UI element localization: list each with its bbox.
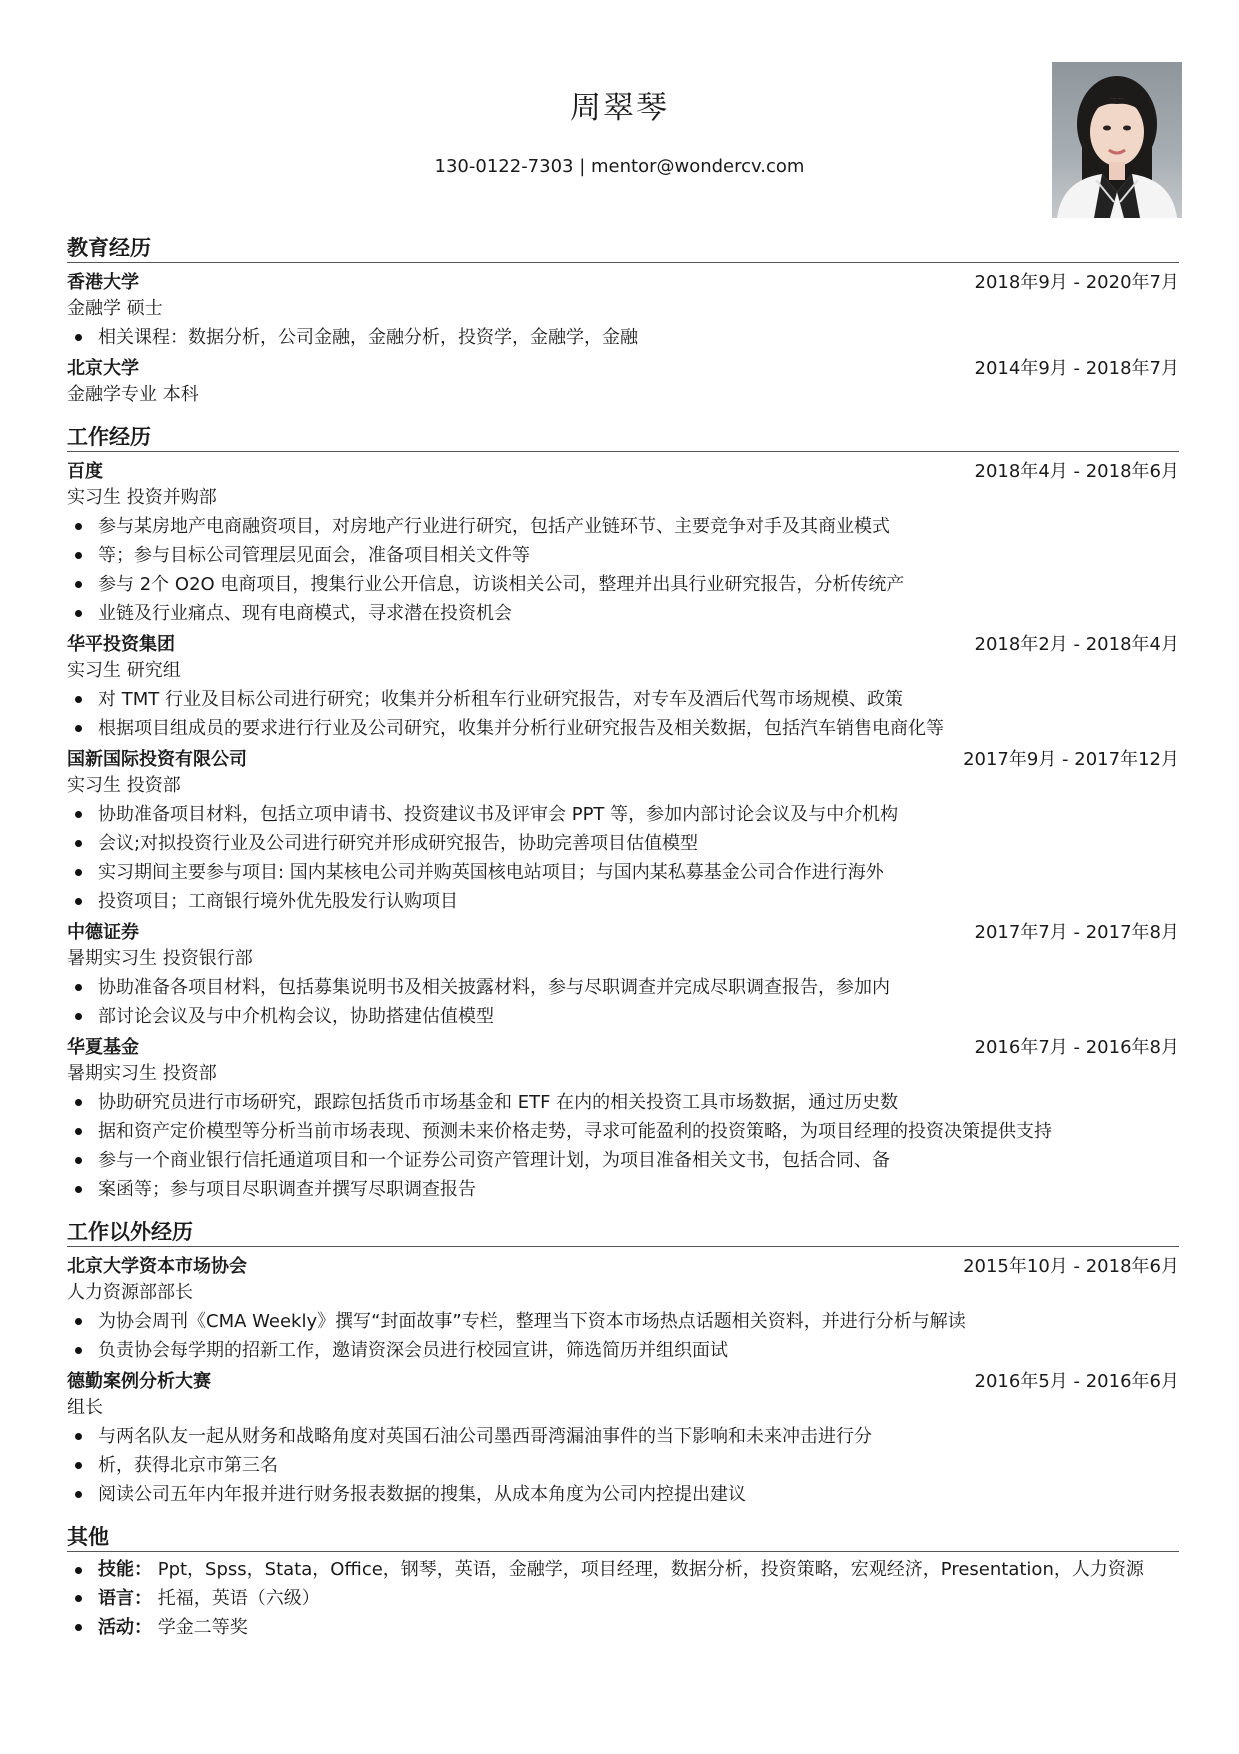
date-range: 2017年7月 - 2017年8月 (974, 921, 1179, 943)
organization-name: 百度 (67, 460, 103, 482)
organization-name: 北京大学资本市场协会 (67, 1255, 247, 1277)
entry-header (67, 1031, 1179, 1060)
other-item (67, 1555, 1179, 1584)
bullet-item: 参与 2个 O2O 电商项目，搜集行业公开信息，访谈相关公司，整理并出具行业研究报告，分析传统产 (67, 570, 1179, 599)
date-range: 2018年9月 - 2020年7月 (974, 271, 1179, 293)
resume-entry (67, 1031, 1179, 1204)
date-range: 2014年9月 - 2018年7月 (974, 357, 1179, 379)
bullet-item: 业链及行业痛点、现有电商模式，寻求潜在投资机会 (67, 599, 1179, 628)
item-label: 活动： (98, 1617, 152, 1638)
bullet-list (67, 800, 1179, 916)
role-title: 组长 (67, 1397, 103, 1418)
item-text: 学金二等奖 (152, 1617, 248, 1638)
bullet-list (67, 1088, 1179, 1204)
bullet-item: 根据项目组成员的要求进行行业及公司研究，收集并分析行业研究报告及相关数据，包括汽车销售电商化等 (67, 714, 1179, 743)
organization-name: 华夏基金 (67, 1036, 139, 1058)
entry-header (67, 628, 1179, 657)
entry-header (67, 1365, 1179, 1394)
item-text: 托福，英语（六级） (152, 1588, 320, 1609)
section-title: 工作经历 (67, 423, 1179, 452)
bullet-item: 析，获得北京市第三名 (67, 1451, 1179, 1480)
bullet-item: 为协会周刊《CMA Weekly》撰写“封面故事”专栏，整理当下资本市场热点话题相关资料，并进行分析与解读 (67, 1307, 1179, 1336)
bullet-item: 协助研究员进行市场研究，跟踪包括货币市场基金和 ETF 在内的相关投资工具市场数据，通过历史数 (67, 1088, 1179, 1117)
resume-body (67, 224, 1179, 1642)
bullet-item: 等；参与目标公司管理层见面会，准备项目相关文件等 (67, 541, 1179, 570)
bullet-list (67, 685, 1179, 743)
candidate-name: 周翠琴 (570, 90, 669, 126)
bullet-item: 参与某房地产电商融资项目，对房地产行业进行研究，包括产业链环节、主要竞争对手及其商业模式 (67, 512, 1179, 541)
entry-header (67, 1250, 1179, 1279)
entry-header (67, 352, 1179, 381)
section-title: 其他 (67, 1523, 1179, 1552)
bullet-item: 协助准备各项目材料，包括募集说明书及相关披露材料，参与尽职调查并完成尽职调查报告，参加内 (67, 973, 1179, 1002)
resume-section (67, 1523, 1179, 1642)
other-item (67, 1584, 1179, 1613)
entry-header (67, 916, 1179, 945)
resume-entry (67, 455, 1179, 628)
bullet-item: 案函等；参与项目尽职调查并撰写尽职调查报告 (67, 1175, 1179, 1204)
bullet-item: 对 TMT 行业及目标公司进行研究；收集并分析租车行业研究报告，对专车及酒后代驾市场规模、政策 (67, 685, 1179, 714)
role-title: 金融学专业 本科 (67, 384, 199, 405)
resume-entry (67, 743, 1179, 916)
date-range: 2016年5月 - 2016年6月 (974, 1370, 1179, 1392)
role-title: 暑期实习生 投资部 (67, 1063, 217, 1084)
item-label: 技能： (98, 1559, 152, 1580)
entry-header (67, 743, 1179, 772)
bullet-item: 相关课程：数据分析，公司金融，金融分析，投资学，金融学，金融 (67, 323, 1179, 352)
resume-entry (67, 916, 1179, 1031)
other-list (67, 1555, 1179, 1642)
date-range: 2017年9月 - 2017年12月 (963, 748, 1179, 770)
role-title: 实习生 投资并购部 (67, 487, 217, 508)
role-title: 暑期实习生 投资银行部 (67, 948, 253, 969)
role-title: 实习生 研究组 (67, 660, 181, 681)
resume-entry (67, 352, 1179, 409)
role-title: 实习生 投资部 (67, 775, 181, 796)
date-range: 2015年10月 - 2018年6月 (963, 1255, 1179, 1277)
organization-name: 国新国际投资有限公司 (67, 748, 247, 770)
organization-name: 德勤案例分析大赛 (67, 1370, 211, 1392)
resume-entry (67, 266, 1179, 352)
resume-entry (67, 1365, 1179, 1509)
bullet-list (67, 1307, 1179, 1365)
role-title: 人力资源部部长 (67, 1282, 193, 1303)
entry-header (67, 266, 1179, 295)
item-text: Ppt，Spss，Stata，Office，钢琴，英语，金融学，项目经理，数据分析，投资策略，宏观经济，Presentation，人力资源 (152, 1559, 1144, 1580)
bullet-item: 协助准备项目材料，包括立项申请书、投资建议书及评审会 PPT 等，参加内部讨论会议及与中介机构 (67, 800, 1179, 829)
bullet-list (67, 1422, 1179, 1509)
organization-name: 香港大学 (67, 271, 139, 293)
organization-name: 北京大学 (67, 357, 139, 379)
section-title: 教育经历 (67, 234, 1179, 263)
resume-section (67, 423, 1179, 1204)
profile-photo (1052, 62, 1182, 218)
resume-section (67, 234, 1179, 409)
item-label: 语言： (98, 1588, 152, 1609)
organization-name: 中德证券 (67, 921, 139, 943)
bullet-item: 据和资产定价模型等分析当前市场表现、预测未来价格走势，寻求可能盈利的投资策略，为项目经理的投资决策提供支持 (67, 1117, 1179, 1146)
bullet-list (67, 512, 1179, 628)
date-range: 2018年2月 - 2018年4月 (974, 633, 1179, 655)
bullet-item: 阅读公司五年内年报并进行财务报表数据的搜集，从成本角度为公司内控提出建议 (67, 1480, 1179, 1509)
resume-section (67, 1218, 1179, 1509)
bullet-item: 部讨论会议及与中介机构会议，协助搭建估值模型 (67, 1002, 1179, 1031)
bullet-list (67, 323, 1179, 352)
other-item (67, 1613, 1179, 1642)
date-range: 2018年4月 - 2018年6月 (974, 460, 1179, 482)
bullet-item: 投资项目；工商银行境外优先股发行认购项目 (67, 887, 1179, 916)
section-title: 工作以外经历 (67, 1218, 1179, 1247)
bullet-item: 与两名队友一起从财务和战略角度对英国石油公司墨西哥湾漏油事件的当下影响和未来冲击进行分 (67, 1422, 1179, 1451)
bullet-item: 实习期间主要参与项目: 国内某核电公司并购英国核电站项目；与国内某私募基金公司合作进行海外 (67, 858, 1179, 887)
resume-entry (67, 1250, 1179, 1365)
entry-header (67, 455, 1179, 484)
role-title: 金融学 硕士 (67, 298, 163, 319)
resume-entry (67, 628, 1179, 743)
bullet-item: 会议;对拟投资行业及公司进行研究并形成研究报告，协助完善项目估值模型 (67, 829, 1179, 858)
bullet-list (67, 973, 1179, 1031)
organization-name: 华平投资集团 (67, 633, 175, 655)
bullet-item: 负责协会每学期的招新工作，邀请资深会员进行校园宣讲，筛选简历并组织面试 (67, 1336, 1179, 1365)
bullet-item: 参与一个商业银行信托通道项目和一个证券公司资产管理计划，为项目准备相关文书，包括合同、备 (67, 1146, 1179, 1175)
contact-info: 130-0122-7303 | mentor@wondercv.com (434, 156, 805, 177)
date-range: 2016年7月 - 2016年8月 (974, 1036, 1179, 1058)
